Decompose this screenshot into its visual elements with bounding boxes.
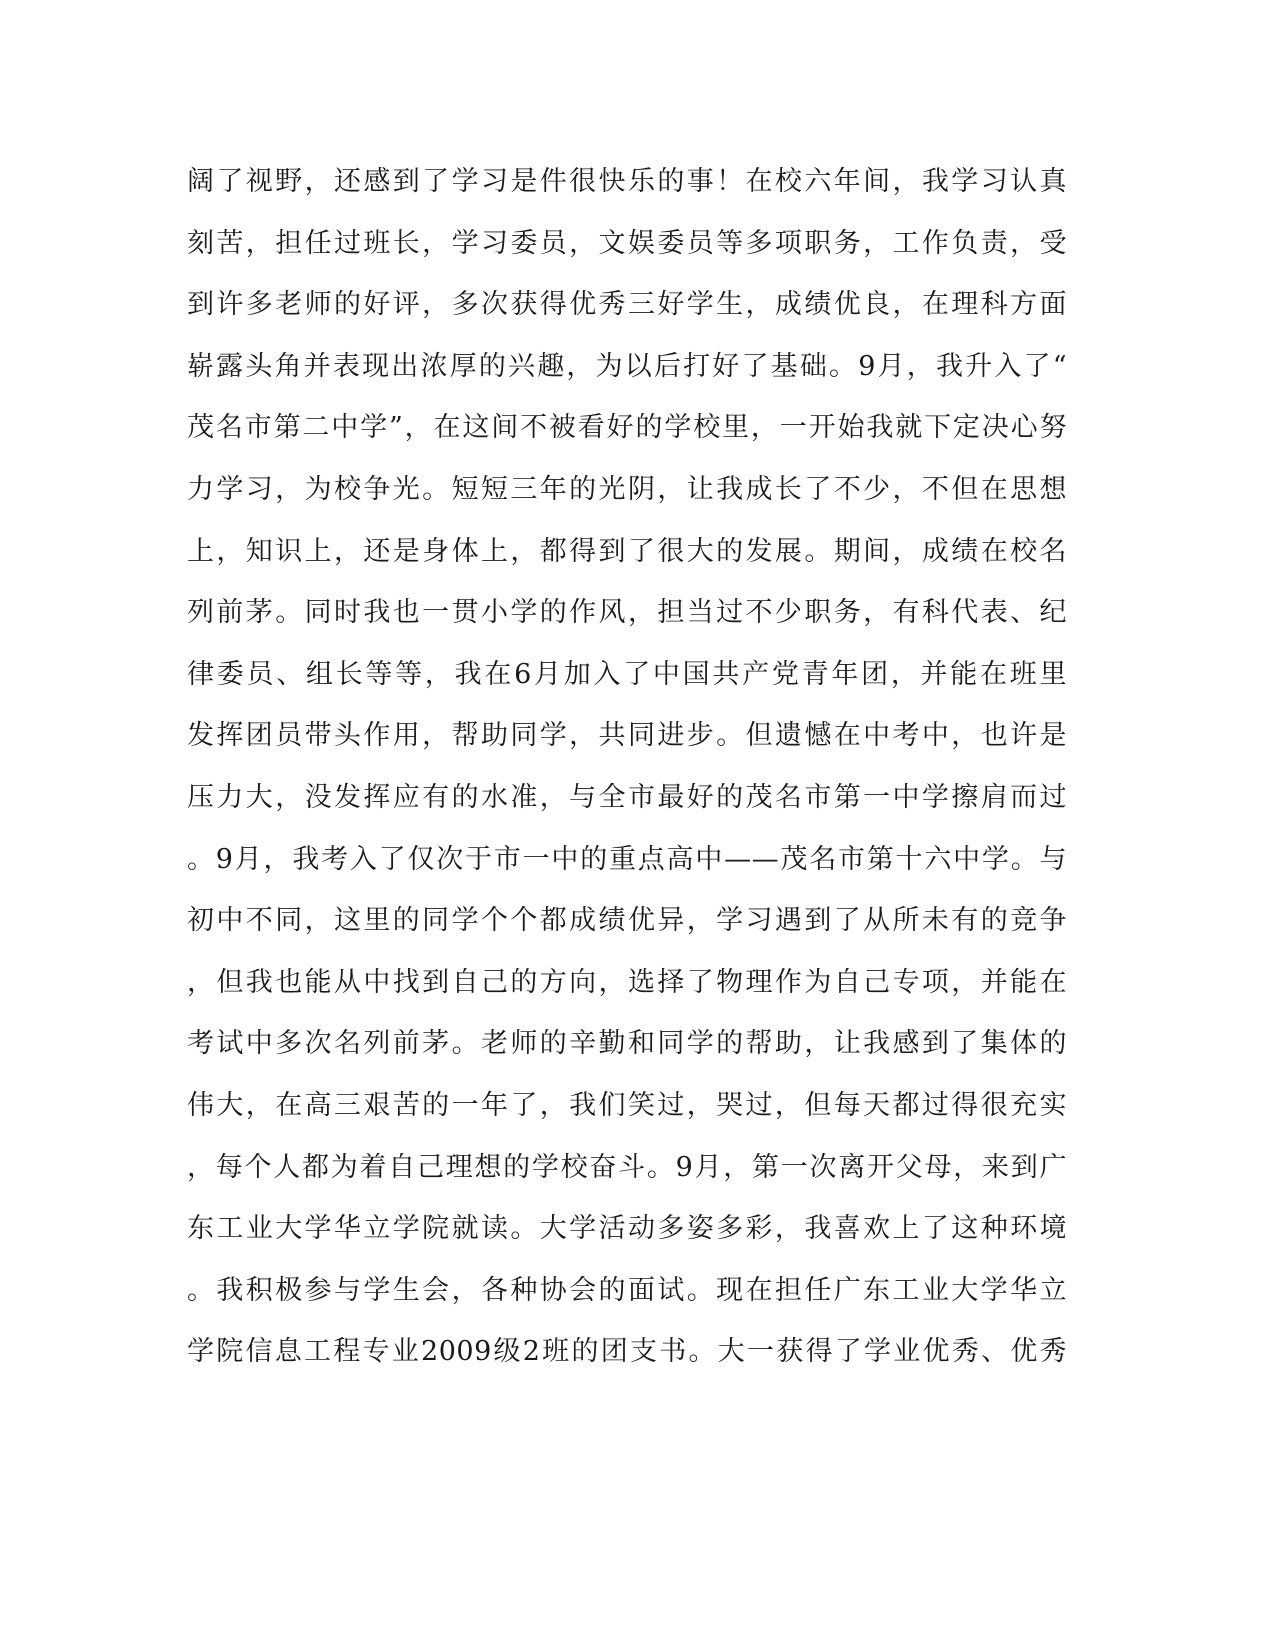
text-line: 考试中多次名列前茅。老师的辛勤和同学的帮助，让我感到了集体的 [187,1028,1067,1060]
text-line: 。9月，我考入了仅次于市一中的重点高中——茂名市第十六中学。与 [187,843,1067,875]
text-line: 茂名市第二中学”，在这间不被看好的学校里，一开始我就下定决心努 [187,412,1067,444]
text-line: 刻苦，担任过班长，学习委员，文娱委员等多项职务，工作负责，受 [187,227,1067,259]
text-line: 学院信息工程专业2009级2班的团支书。大一获得了学业优秀、优秀 [187,1336,1067,1368]
text-line: 崭露头角并表现出浓厚的兴趣，为以后打好了基础。9月，我升入了“ [187,350,1067,382]
text-line: 发挥团员带头作用，帮助同学，共同进步。但遗憾在中考中，也许是 [187,720,1067,752]
text-line: 压力大，没发挥应有的水准，与全市最好的茂名市第一中学擦肩而过 [187,781,1067,813]
text-line: 力学习，为校争光。短短三年的光阴，让我成长了不少，不但在思想 [187,473,1067,505]
text-line: 东工业大学华立学院就读。大学活动多姿多彩，我喜欢上了这种环境 [187,1213,1067,1245]
text-line: 阔了视野，还感到了学习是件很快乐的事！在校六年间，我学习认真 [187,166,1067,197]
text-line: 到许多老师的好评，多次获得优秀三好学生，成绩优良，在理科方面 [187,289,1067,321]
text-line: 列前茅。同时我也一贯小学的作风，担当过不少职务，有科代表、纪 [187,597,1067,629]
text-line: ，但我也能从中找到自己的方向，选择了物理作为自己专项，并能在 [187,966,1067,998]
text-line: 上，知识上，还是身体上，都得到了很大的发展。期间，成绩在校名 [187,535,1067,567]
text-line: 。我积极参与学生会，各种协会的面试。现在担任广东工业大学华立 [187,1274,1067,1306]
body-paragraph [187,162,1067,1394]
text-line: ，每个人都为着自己理想的学校奋斗。9月，第一次离开父母，来到广 [187,1151,1067,1183]
text-line: 律委员、组长等等，我在6月加入了中国共产党青年团，并能在班里 [187,658,1067,690]
text-line: 伟大，在高三艰苦的一年了，我们笑过，哭过，但每天都过得很充实 [187,1089,1067,1121]
text-line: 初中不同，这里的同学个个都成绩优异，学习遇到了从所未有的竞争 [187,905,1067,937]
